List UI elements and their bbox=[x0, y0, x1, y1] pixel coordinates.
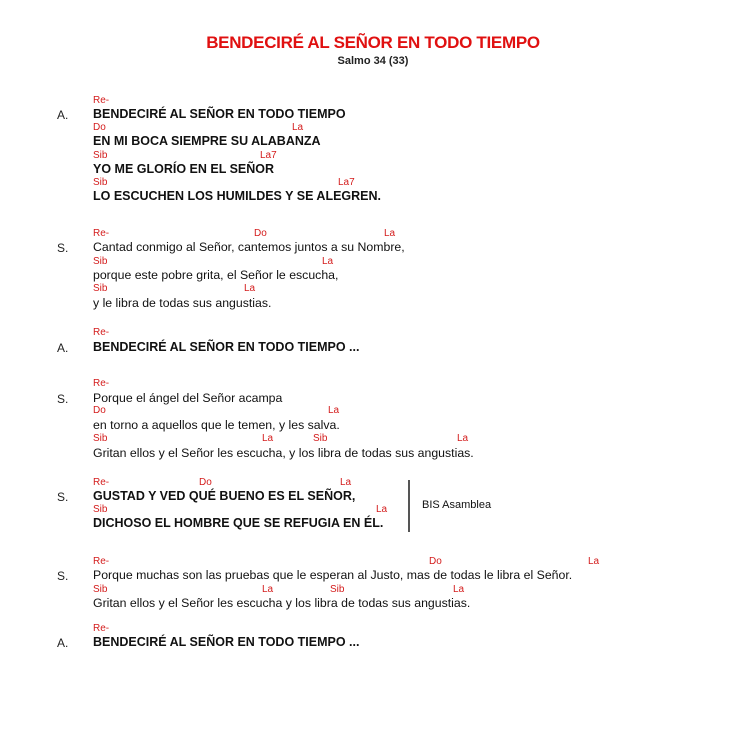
lyric-line: BENDECIRÉ AL SEÑOR EN TODO TIEMPO bbox=[93, 107, 346, 121]
chord: La bbox=[262, 433, 274, 444]
song-subtitle: Salmo 34 (33) bbox=[337, 55, 409, 67]
lyric-line: EN MI BOCA SIEMPRE SU ALABANZA bbox=[93, 134, 321, 148]
chord: Re- bbox=[93, 623, 110, 634]
chord: Re- bbox=[93, 477, 110, 488]
lyric-line: YO ME GLORÍO EN EL SEÑOR bbox=[93, 162, 275, 176]
section-label: A. bbox=[57, 636, 69, 650]
lyric-line: en torno a aquellos que le temen, y les salva. bbox=[93, 418, 340, 432]
lyric-line: LO ESCUCHEN LOS HUMILDES Y SE ALEGREN. bbox=[93, 189, 382, 203]
chord: La7 bbox=[260, 150, 277, 161]
chord: Do bbox=[429, 556, 442, 567]
lyric-line: Porque el ángel del Señor acampa bbox=[93, 391, 283, 405]
chord: La bbox=[340, 477, 352, 488]
chord: Sib bbox=[93, 256, 108, 267]
lyric-line: BENDECIRÉ AL SEÑOR EN TODO TIEMPO ... bbox=[93, 635, 360, 649]
chord: Sib bbox=[93, 283, 108, 294]
section-label: S. bbox=[57, 569, 69, 583]
chord: Re- bbox=[93, 327, 110, 338]
chord: Re- bbox=[93, 556, 110, 567]
lyric-line: GUSTAD Y VED QUÉ BUENO ES EL SEÑOR, bbox=[93, 489, 356, 503]
chord: La bbox=[328, 405, 340, 416]
lyric-line: Porque muchas son las pruebas que le esperan al Justo, mas de todas le libra el Señor. bbox=[93, 568, 573, 582]
chord: La bbox=[588, 556, 600, 567]
chord: Sib bbox=[93, 150, 108, 161]
chord: Sib bbox=[93, 433, 108, 444]
repeat-note: BIS Asamblea bbox=[422, 499, 492, 511]
lyric-line: porque este pobre grita, el Señor le escucha, bbox=[93, 268, 339, 282]
section-label: S. bbox=[57, 392, 69, 406]
chord: Sib bbox=[93, 584, 108, 595]
chord: Do bbox=[199, 477, 212, 488]
lyric-line: BENDECIRÉ AL SEÑOR EN TODO TIEMPO ... bbox=[93, 340, 360, 354]
chord: Sib bbox=[93, 504, 108, 515]
chord: La bbox=[453, 584, 465, 595]
chord: La bbox=[384, 228, 396, 239]
chord: La bbox=[262, 584, 274, 595]
chord: La7 bbox=[338, 177, 355, 188]
song-title: BENDECIRÉ AL SEÑOR EN TODO TIEMPO bbox=[206, 33, 540, 52]
chord: Re- bbox=[93, 228, 110, 239]
lyric-line: DICHOSO EL HOMBRE QUE SE REFUGIA EN ÉL. bbox=[93, 516, 384, 530]
chord: Re- bbox=[93, 95, 110, 106]
chord: La bbox=[244, 283, 256, 294]
repeat-bracket-line bbox=[408, 480, 410, 532]
section-label: A. bbox=[57, 108, 69, 122]
lyric-line: Gritan ellos y el Señor les escucha, y los libra de todas sus angustias. bbox=[93, 446, 474, 460]
chord: Sib bbox=[93, 177, 108, 188]
chord: La bbox=[322, 256, 334, 267]
chord: Sib bbox=[330, 584, 345, 595]
chord: Do bbox=[93, 405, 106, 416]
chord: Sib bbox=[313, 433, 328, 444]
section-label: A. bbox=[57, 341, 69, 355]
chord: La bbox=[376, 504, 388, 515]
chord: Do bbox=[93, 122, 106, 133]
lyric-line: Gritan ellos y el Señor les escucha y los libra de todas sus angustias. bbox=[93, 596, 471, 610]
lyric-line: y le libra de todas sus angustias. bbox=[93, 296, 272, 310]
section-label: S. bbox=[57, 490, 69, 504]
chord: La bbox=[457, 433, 469, 444]
chord: La bbox=[292, 122, 304, 133]
chord: Re- bbox=[93, 378, 110, 389]
section-label: S. bbox=[57, 241, 69, 255]
chord: Do bbox=[254, 228, 267, 239]
lyric-line: Cantad conmigo al Señor, cantemos juntos a su Nombre, bbox=[93, 240, 405, 254]
